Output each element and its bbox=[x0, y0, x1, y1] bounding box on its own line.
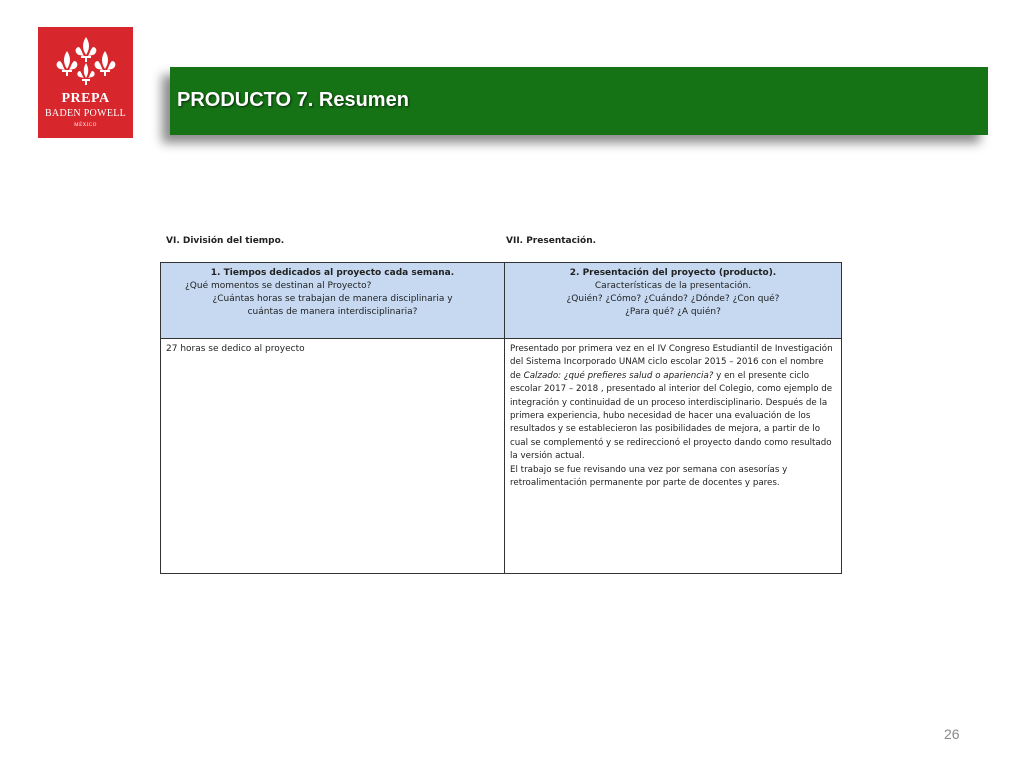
presentation-answer-part-2: y en el presente ciclo escolar 2017 – 2018 , presentado al interior del Colegio, como ejemplo de integración y continuidad de un proceso interdisciplinario. Después de la primera experiencia, hubo necesidad de hacer una evaluación de los resultados y se establecieron las posibilidades de mejora, a partir de lo cual se complementó y se redireccionó el proyecto dando como resultado la versión actual. bbox=[510, 370, 833, 462]
header-cell-time bbox=[161, 263, 505, 339]
presentation-answer-part-3: El trabajo se fue revisando una vez por semana con asesorías y retroalimentación permanente por parte de docentes y pares. bbox=[510, 464, 788, 489]
logo-text-baden-powell: BADEN POWELL bbox=[44, 108, 127, 119]
time-question-3: cuántas de manera interdisciplinaria? bbox=[247, 307, 418, 317]
logo-text-mexico: MÉXICO bbox=[74, 123, 97, 128]
time-answer: 27 horas se dedico al proyecto bbox=[166, 344, 305, 354]
presentation-question-3: ¿Para qué? ¿A quién? bbox=[625, 307, 721, 317]
time-question-2: ¿Cuántas horas se trabajan de manera disciplinaria y bbox=[212, 294, 453, 304]
project-name: Calzado: ¿qué prefieres salud o apariencia? bbox=[523, 370, 714, 381]
fleur-de-lis-icon bbox=[55, 35, 117, 89]
section-title-presentation: VII. Presentación. bbox=[506, 236, 597, 246]
presentation-question-2: ¿Quién? ¿Cómo? ¿Cuándo? ¿Dónde? ¿Con qué? bbox=[566, 294, 780, 304]
page-number: 26 bbox=[944, 726, 960, 742]
presentation-question-1: Características de la presentación. bbox=[594, 281, 752, 291]
section-title-time-division: VI. División del tiempo. bbox=[166, 236, 285, 246]
time-answer-cell bbox=[161, 339, 505, 574]
logo-text-prepa: PREPA bbox=[61, 91, 110, 106]
time-question-1: ¿Qué momentos se destinan al Proyecto? bbox=[185, 281, 372, 291]
page-title: PRODUCTO 7. Resumen bbox=[177, 89, 409, 111]
header-cell-presentation bbox=[505, 263, 842, 339]
summary-table bbox=[160, 262, 842, 574]
presentation-answer-part-1: Presentado por primera vez en el IV Congreso Estudiantil de Investigación del Sistema Incorporado UNAM ciclo escolar 2015 – 2016 con el nombre de bbox=[510, 344, 833, 381]
time-heading: 1. Tiempos dedicados al proyecto cada semana. bbox=[210, 268, 455, 278]
presentation-heading: 2. Presentación del proyecto (producto). bbox=[569, 268, 777, 278]
school-logo bbox=[38, 27, 133, 138]
presentation-answer-cell bbox=[505, 339, 842, 574]
title-banner bbox=[170, 67, 988, 135]
